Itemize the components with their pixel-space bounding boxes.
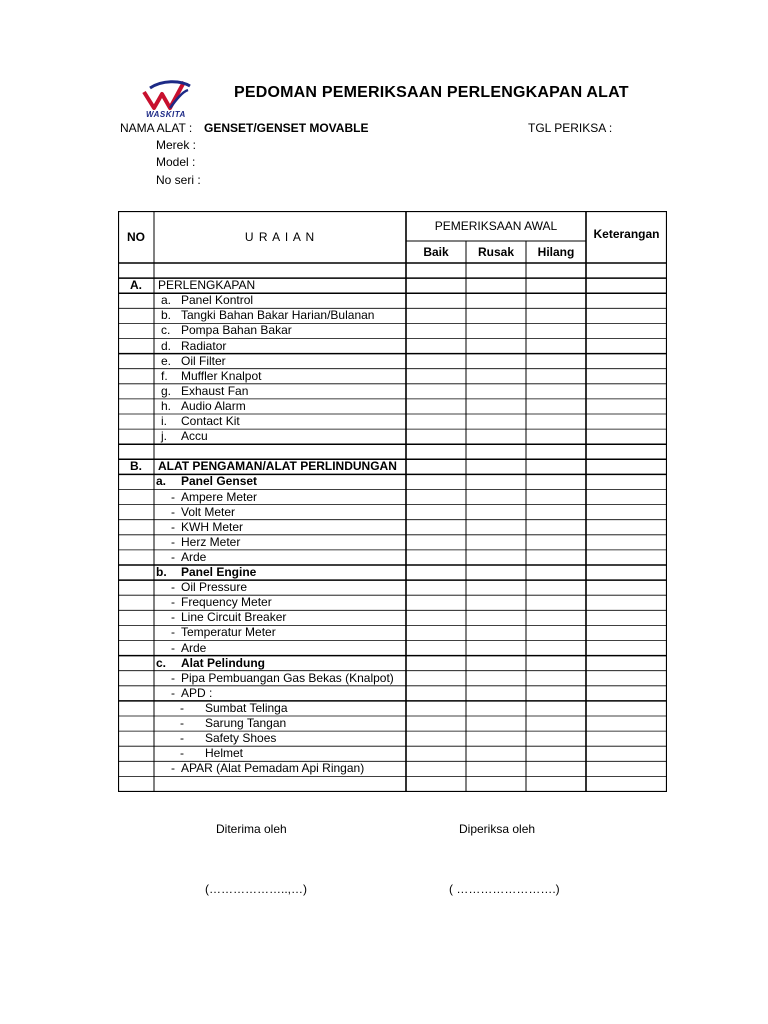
row-number: B. [130,459,142,474]
item-prefix: e. [161,353,172,368]
item-label: Contact Kit [181,414,240,428]
item-label: Audio Alarm [181,398,246,413]
item-label: Oil Filter [181,353,226,368]
item-prefix: d. [161,338,172,353]
item-label: Volt Meter [181,504,236,519]
item-label: Ampere Meter [181,489,258,504]
item-prefix: c. [161,323,171,338]
nama-alat-value: GENSET/GENSET MOVABLE [204,121,369,135]
item-prefix: i. [161,414,167,428]
item-label: Radiator [181,338,227,353]
no-seri-label: No seri : [156,173,201,187]
item-prefix: - [171,685,175,700]
row-number: A. [130,278,142,293]
item-label: Pompa Bahan Bakar [181,323,292,338]
item-label: Frequency Meter [181,595,272,610]
item-prefix: - [180,746,184,761]
diperiksa-label: Diperiksa oleh [459,822,536,836]
item-label: Herz Meter [181,534,241,549]
item-prefix: - [171,640,175,655]
logo-wordmark: WASKITA [146,110,186,119]
section-heading: PERLENGKAPAN [158,278,256,293]
diterima-label: Diterima oleh [216,822,287,836]
header-pemeriksaan-awal: PEMERIKSAAN AWAL [434,219,558,233]
item-prefix: g. [161,383,172,398]
item-label: Panel Kontrol [181,293,254,308]
item-label: Helmet [205,746,244,761]
section-heading: ALAT PENGAMAN/ALAT PERLINDUNGAN [158,459,397,474]
item-prefix: - [171,625,175,640]
item-label: APD : [181,685,213,700]
item-prefix: h. [161,398,172,413]
document-title: PEDOMAN PEMERIKSAAN PERLENGKAPAN ALAT [234,84,629,101]
item-prefix: a. [161,293,172,308]
signature-line-left: (………………..,…) [205,882,307,896]
item-prefix: - [180,716,184,730]
item-prefix: - [171,534,175,549]
tgl-periksa-label: TGL PERIKSA : [528,121,613,135]
item-prefix: - [171,549,175,564]
item-label: Muffler Knalpot [181,368,262,383]
item-prefix: - [171,519,175,534]
item-prefix: - [171,489,175,504]
item-label: KWH Meter [181,519,244,534]
item-label: Safety Shoes [205,731,277,746]
item-label: Arde [181,640,207,655]
header-keterangan: Keterangan [593,227,660,241]
item-prefix: f. [161,368,168,383]
header-baik: Baik [423,245,449,259]
item-label: Arde [181,549,207,564]
item-prefix: - [171,610,175,625]
item-label: Line Circuit Breaker [181,610,287,625]
subsection-heading: Panel Genset [181,474,258,489]
item-label: Sarung Tangan [205,716,287,730]
item-label: Oil Pressure [181,580,248,595]
item-prefix: c. [156,655,167,670]
item-prefix: - [180,731,184,746]
inspection-table [118,211,667,792]
header-rusak: Rusak [477,245,515,259]
header-hilang: Hilang [537,245,575,259]
item-label: APAR (Alat Pemadam Api Ringan) [181,761,365,776]
item-prefix: - [171,595,175,610]
header-uraian: U R A I A N [244,230,316,244]
item-prefix: a. [156,474,167,489]
item-prefix: - [171,504,175,519]
item-label: Accu [181,429,208,444]
merek-label: Merek : [156,138,197,152]
item-prefix: j. [161,429,167,444]
item-prefix: - [171,670,175,685]
item-prefix: - [180,700,184,715]
nama-alat-label: NAMA ALAT : [120,121,193,135]
model-label: Model : [156,155,196,169]
item-prefix: b. [161,308,172,323]
item-label: Sumbat Telinga [205,700,288,715]
subsection-heading: Alat Pelindung [181,655,265,670]
header-no: NO [127,230,145,244]
signature-line-right: ( …………………….) [449,882,560,896]
subsection-heading: Panel Engine [181,565,257,579]
item-label: Exhaust Fan [181,383,249,398]
item-label: Temperatur Meter [181,625,276,640]
item-prefix: - [171,761,175,776]
item-label: Tangki Bahan Bakar Harian/Bulanan [181,308,375,323]
item-label: Pipa Pembuangan Gas Bekas (Knalpot) [181,670,394,685]
item-prefix: - [171,580,175,595]
item-prefix: b. [156,565,167,579]
